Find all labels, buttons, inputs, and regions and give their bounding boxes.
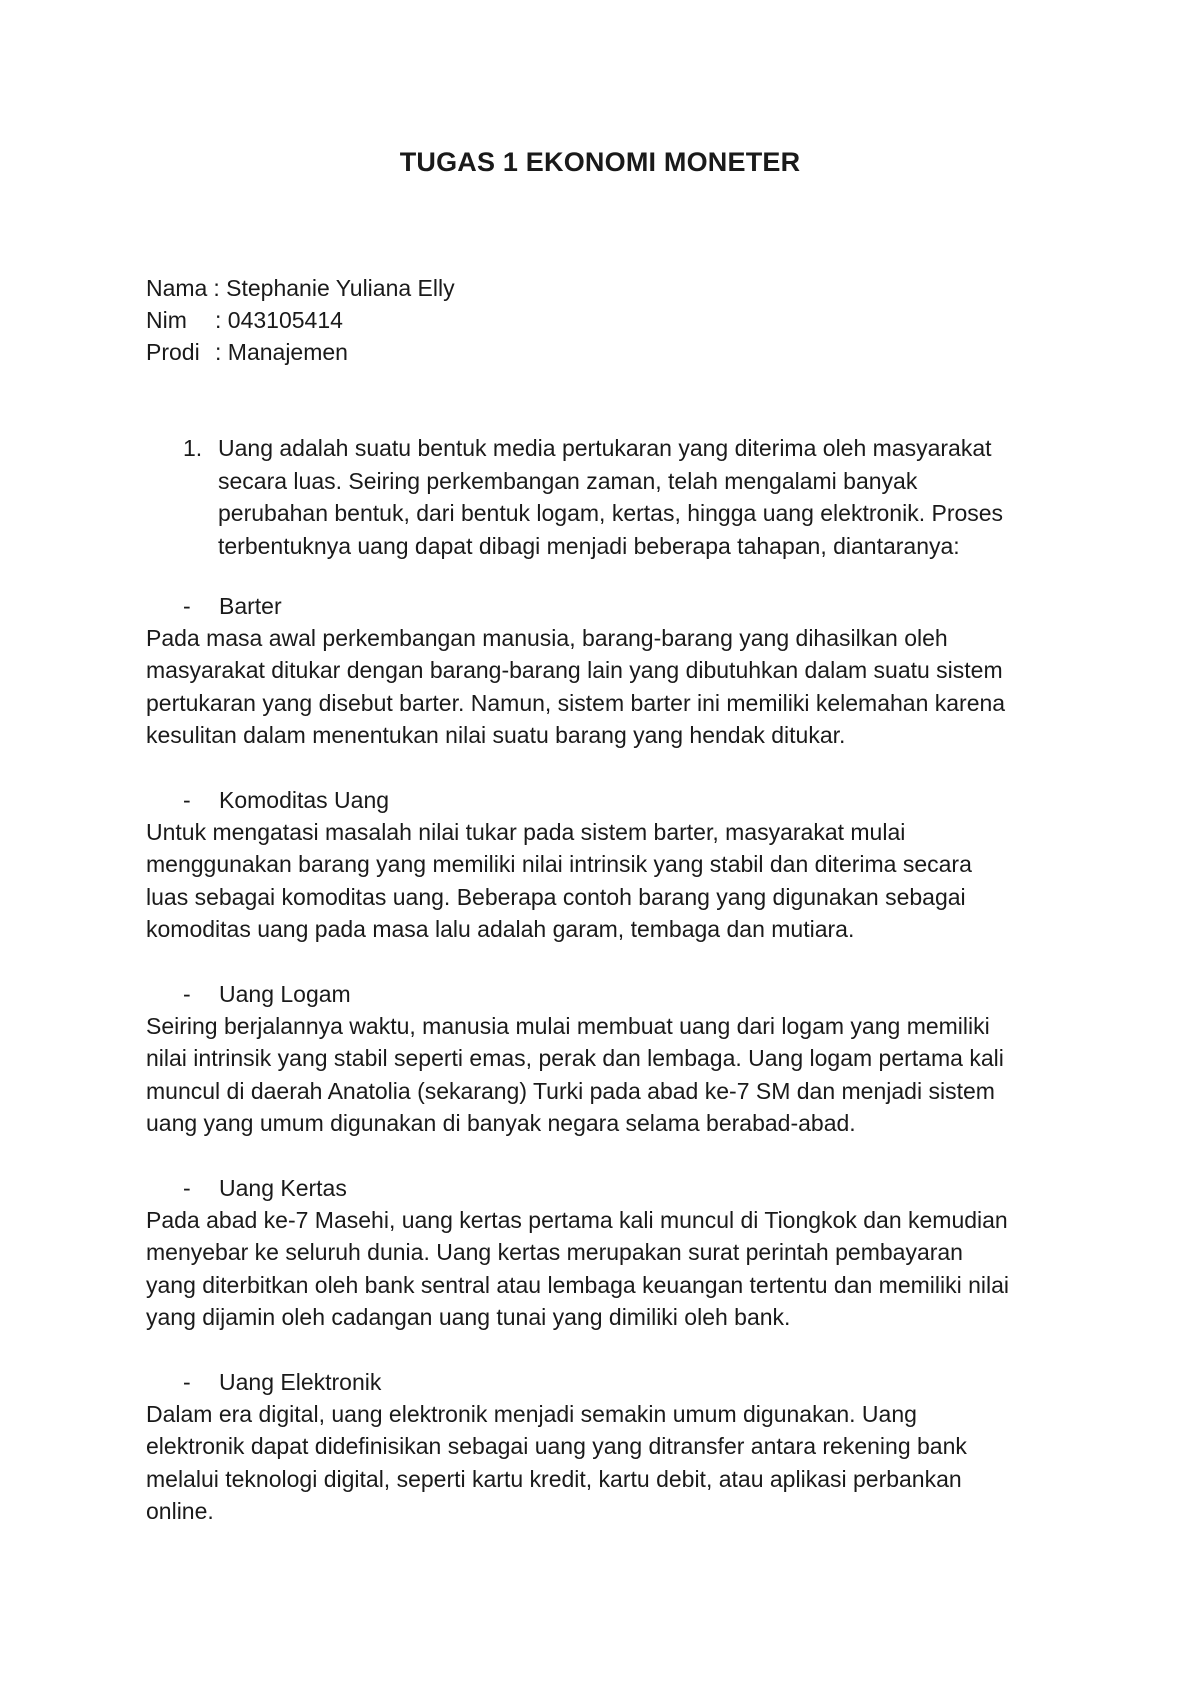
paragraph-line: komoditas uang pada masa lalu adalah garam, tembaga dan mutiara. [146,916,855,943]
paragraph-line: yang diterbitkan oleh bank sentral atau lembaga keuangan tertentu dan memiliki nilai [146,1271,1010,1298]
prodi-value: : Manajemen [215,339,348,365]
paragraph-line: uang yang umum digunakan di banyak negara selama berabad-abad. [146,1110,856,1137]
paragraph-line: menggunakan barang yang memiliki nilai intrinsik yang stabil dan diterima secara [146,851,972,878]
section-komoditas-uang [146,784,1086,946]
section-uang-elektronik [146,1366,1086,1528]
paragraph-line: terbentuknya uang dapat dibagi menjadi beberapa tahapan, diantaranya: [218,532,960,559]
paragraph-line: Seiring berjalannya waktu, manusia mulai membuat uang dari logam yang memiliki [146,1013,990,1039]
dash-bullet: - [183,787,191,813]
name-row [146,272,455,304]
prodi-row [146,336,455,368]
section-heading [146,784,1086,816]
section-heading-text: Uang Kertas [219,1175,347,1201]
paragraph-line: menyebar ke seluruh dunia. Uang kertas merupakan surat perintah pembayaran [146,1239,963,1266]
paragraph-line: elektronik dapat didefinisikan sebagai uang yang ditransfer antara rekening bank [146,1433,967,1460]
paragraph-line: yang dijamin oleh cadangan uang tunai yang dimiliki oleh bank. [146,1304,791,1331]
section-heading [146,1366,1086,1398]
paragraph-line: masyarakat ditukar dengan barang-barang lain yang dibutuhkan dalam suatu sistem [146,657,1003,684]
dash-bullet: - [183,981,191,1007]
intro-list-item [183,432,1083,562]
section-heading-text: Barter [219,593,282,619]
section-paragraph [146,1010,1086,1140]
prodi-label: Prodi [146,339,200,365]
section-heading-text: Komoditas Uang [219,787,390,813]
section-uang-kertas [146,1172,1086,1334]
paragraph-line: secara luas. Seiring perkembangan zaman, telah mengalami banyak [218,467,918,494]
paragraph-line: Pada masa awal perkembangan manusia, barang-barang yang dihasilkan oleh [146,625,948,651]
student-identity [146,272,455,368]
paragraph-line: muncul di daerah Anatolia (sekarang) Turki pada abad ke-7 SM dan menjadi sistem [146,1077,995,1104]
section-barter [146,590,1086,752]
nim-row [146,304,455,336]
paragraph-line: Untuk mengatasi masalah nilai tukar pada sistem barter, masyarakat mulai [146,819,906,845]
paragraph-line: Dalam era digital, uang elektronik menjadi semakin umum digunakan. Uang [146,1401,917,1427]
section-heading-text: Uang Logam [219,981,351,1007]
section-heading [146,590,1086,622]
nim-label: Nim [146,307,187,333]
name-value: : Stephanie Yuliana Elly [213,275,455,301]
nim-value: : 043105414 [215,307,343,333]
section-heading [146,1172,1086,1204]
paragraph-line: kesulitan dalam menentukan nilai suatu barang yang hendak ditukar. [146,722,846,749]
dash-bullet: - [183,1175,191,1201]
section-uang-logam [146,978,1086,1140]
paragraph-line: luas sebagai komoditas uang. Beberapa contoh barang yang digunakan sebagai [146,883,966,910]
paragraph-line: perubahan bentuk, dari bentuk logam, kertas, hingga uang elektronik. Proses [218,500,1004,526]
name-label: Nama [146,275,208,301]
paragraph-line: Pada abad ke-7 Masehi, uang kertas pertama kali muncul di Tiongkok dan kemudian [146,1207,1008,1233]
paragraph-line: melalui teknologi digital, seperti kartu kredit, kartu debit, atau aplikasi perbankan [146,1465,962,1492]
section-heading [146,978,1086,1010]
document-title: TUGAS 1 EKONOMI MONETER [399,147,801,177]
section-heading-text: Uang Elektronik [219,1369,382,1395]
section-paragraph [146,1398,1086,1528]
section-paragraph [146,1204,1086,1334]
section-paragraph [146,816,1086,946]
intro-paragraph [218,432,1068,562]
section-paragraph [146,622,1086,752]
dash-bullet: - [183,593,191,619]
dash-bullet: - [183,1369,191,1395]
list-number: 1. [183,435,203,461]
paragraph-line: pertukaran yang disebut barter. Namun, sistem barter ini memiliki kelemahan karena [146,689,1006,716]
paragraph-line: nilai intrinsik yang stabil seperti emas, perak dan lembaga. Uang logam pertama kali [146,1045,1004,1072]
paragraph-line: Uang adalah suatu bentuk media pertukaran yang diterima oleh masyarakat [218,435,992,461]
paragraph-line: online. [146,1498,214,1525]
